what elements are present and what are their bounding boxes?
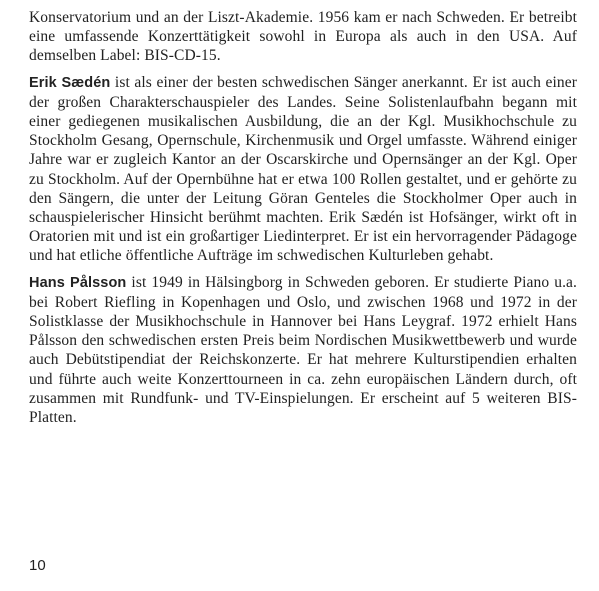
paragraph-text: ist 1949 in Hälsingborg in Schweden geboren. Er studierte Piano u.a. bei Robert Riefling in Kopenhagen und Oslo, und zwischen 1968 und 1972 in der Solistklasse der Musikhochschule in Hannover bei Hans Leygraf. 1972 erhielt Hans Pålsson den schwedischen ersten Preis beim Nordischen Musikwettbewerb und wurde auch Debütstipendiat der Reichskonzerte. Er hat mehrere Kulturstipendien erhalten und führte auch weite Konzerttourneen in ca. zehn europäischen Ländern durch, oft zusammen mit Rundfunk- und TV-Einspielungen. Er erscheint auf 5 weiteren BIS-Platten. [29,273,577,427]
page-body [29,8,577,434]
paragraph-intro [29,8,577,66]
paragraph-text: ist als einer der besten schwedischen Sänger anerkannt. Er ist auch einer der großen Charakterschauspieler des Landes. Seine Solistenlaufbahn begann mit einer gediegenen musikalischen Ausbildung, die an der Kgl. Musikhochschule zu Stockholm Gesang, Opernschule, Kirchenmusik und Orgel umfasste. Während einiger Jahre war er zugleich Kantor an der Oscarskirche und Opernsänger an der Kgl. Oper zu Stockholm. Auf der Opernbühne hat er etwa 100 Rollen gestaltet, und er gehörte zu den Sängern, die unter der Leitung Göran Genteles die Stockholmer Oper auch in schauspielerischer Hinsicht berühmt machten. Erik Sædén ist Hofsänger, wirkt oft in Oratorien mit und ist ein großartiger Liedinterpret. Er ist ein hervorragender Pädagoge und hat etliche öffentliche Aufträge im schwedischen Kulturleben gehabt. [29,73,577,265]
paragraph-erik-saeden [29,73,577,266]
paragraph-hans-palsson [29,273,577,428]
page-number: 10 [29,557,46,574]
paragraph-text: Konservatorium und an der Liszt-Akademie. 1956 kam er nach Schweden. Er betreibt eine umfassende Konzerttätigkeit sowohl in Europa als auch in den USA. Auf demselben Label: BIS-CD-15. [29,9,577,65]
person-name-erik-saeden: Erik Sædén [29,74,111,91]
person-name-hans-palsson: Hans Pålsson [29,274,127,291]
